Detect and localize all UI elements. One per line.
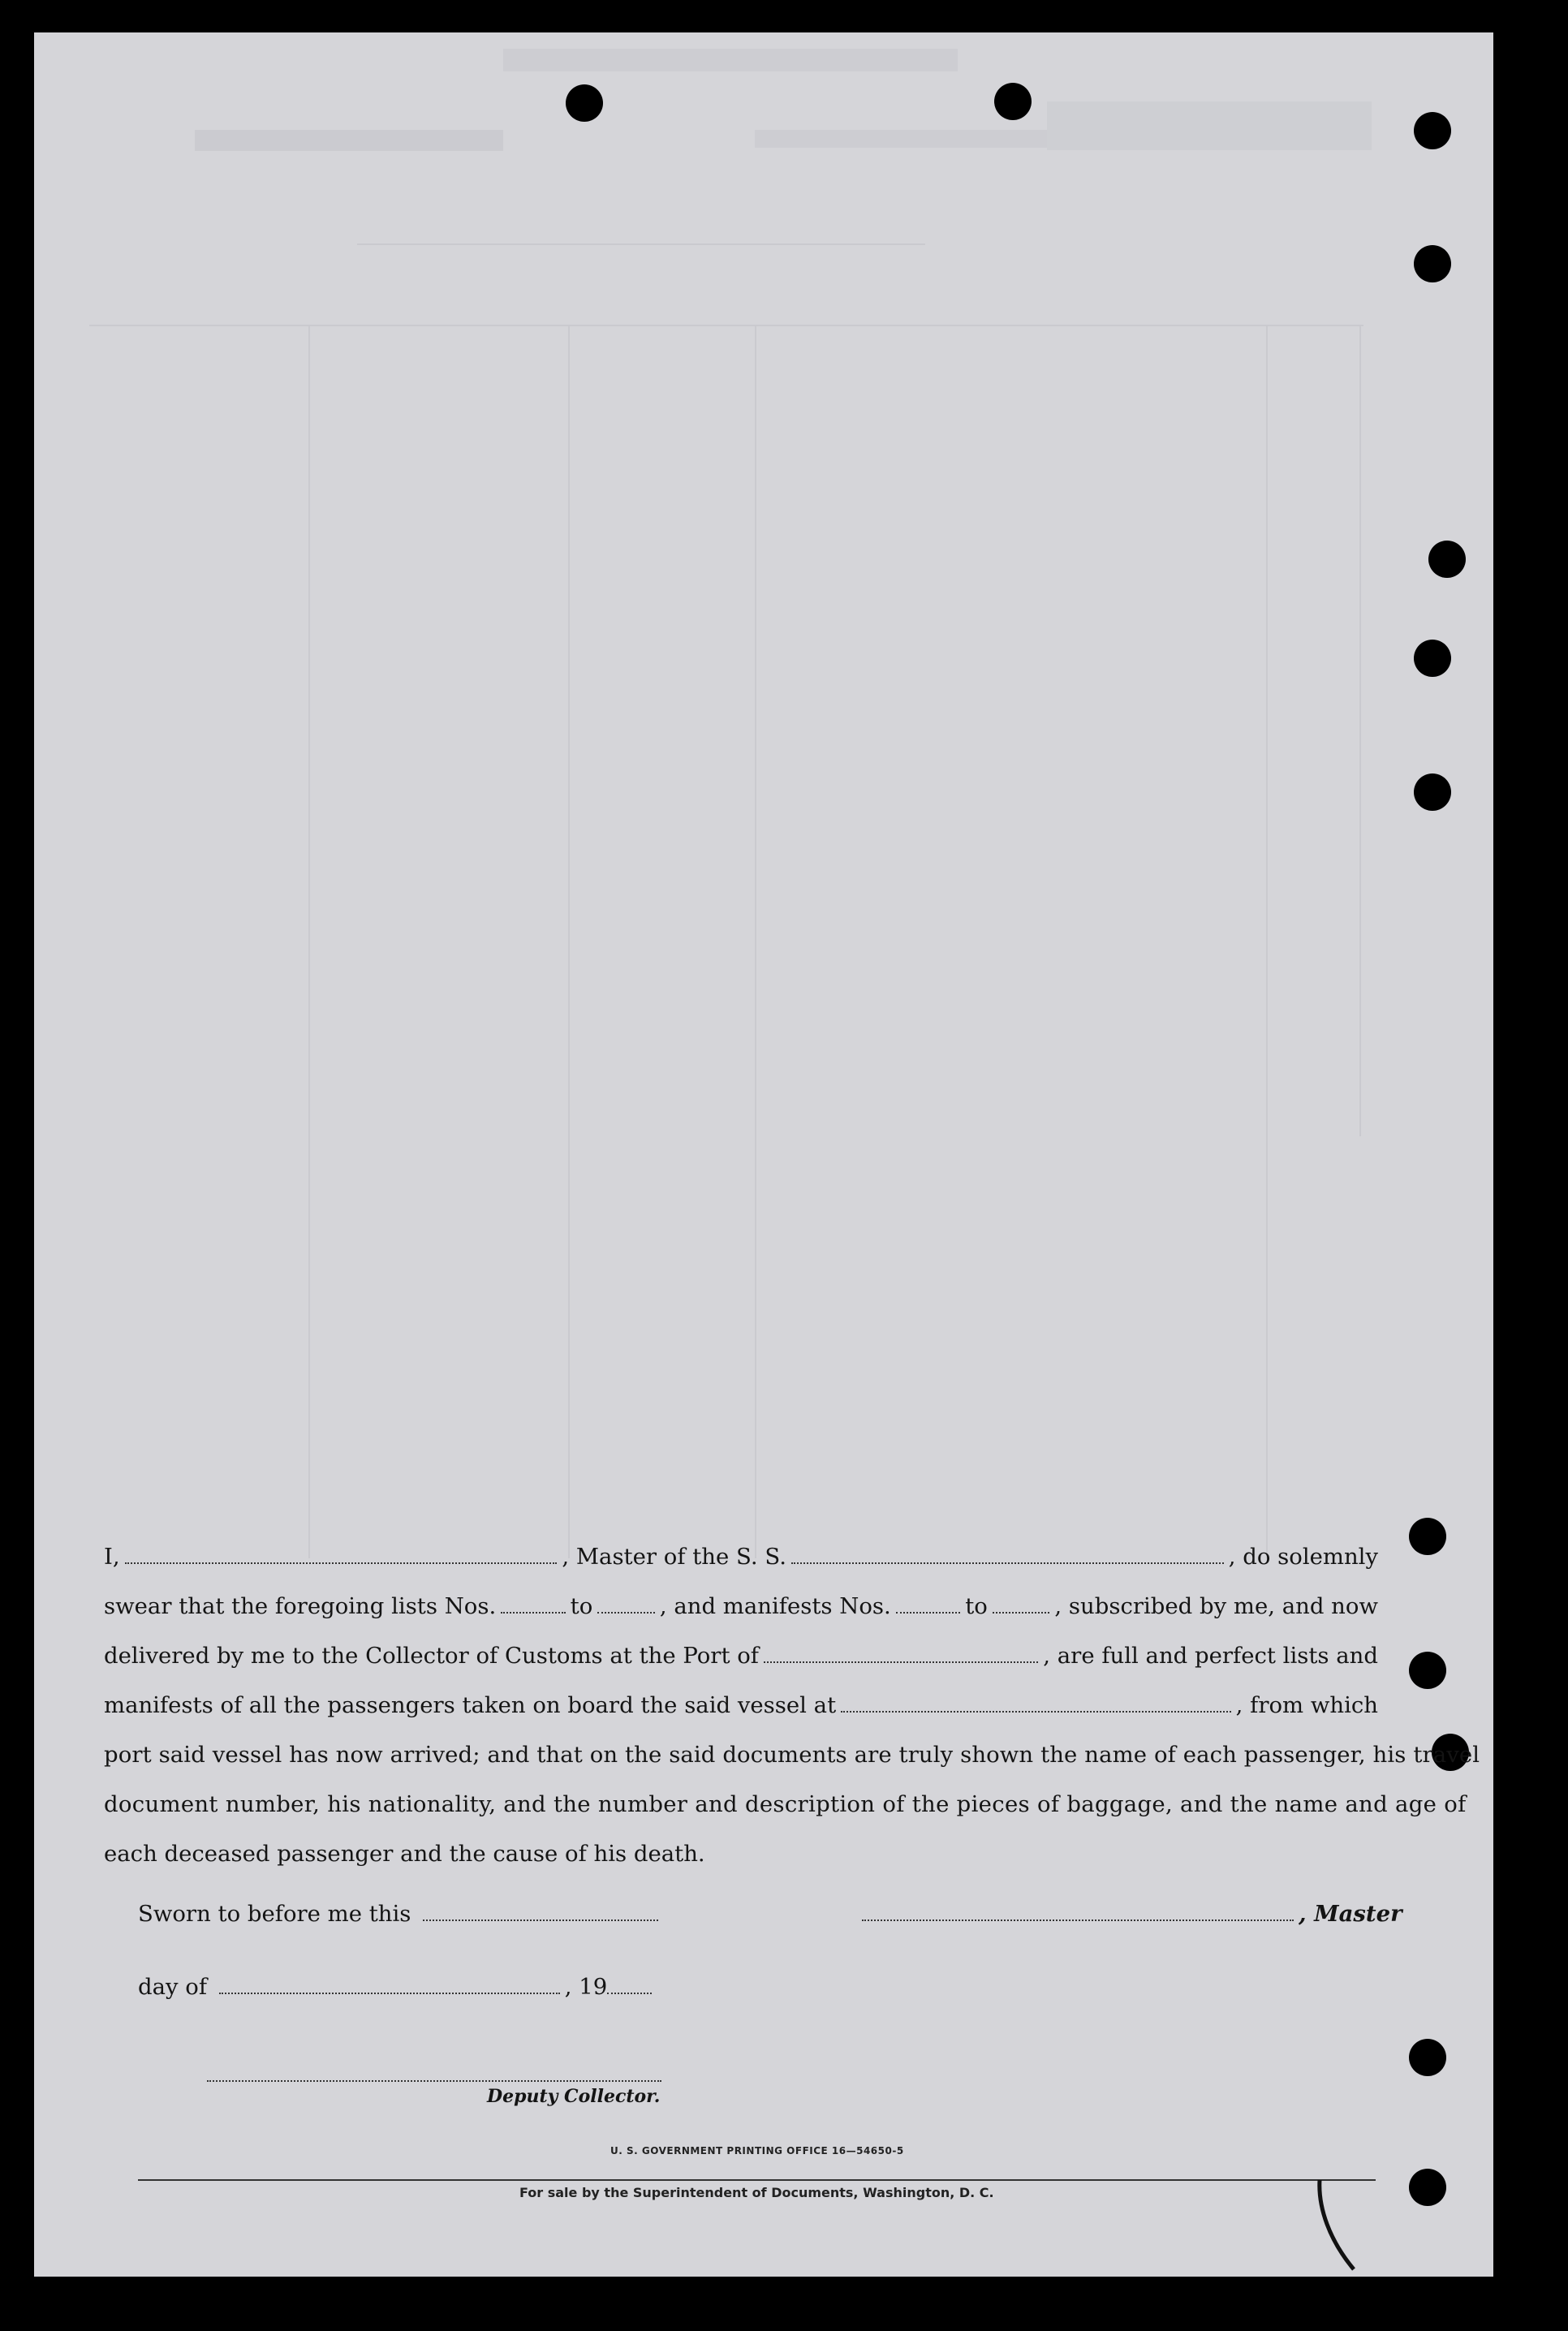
blank-vessel-name <box>791 1562 1224 1564</box>
blank-manifest-from <box>896 1611 960 1614</box>
oath-text: , Master of the S. S. <box>562 1544 786 1570</box>
punch-hole <box>994 83 1032 120</box>
punch-hole <box>1428 541 1466 578</box>
punch-hole <box>1414 112 1451 149</box>
scan-artifact-mark <box>1313 2175 1362 2273</box>
document-page <box>34 32 1493 2277</box>
oath-text: , subscribed by me, and now <box>1054 1593 1378 1619</box>
blank-manifest-to <box>993 1611 1050 1614</box>
oath-text: manifests of all the passengers taken on board the said vessel at <box>104 1692 837 1718</box>
oath-line <box>104 1730 1480 1780</box>
blank-sworn-date <box>423 1919 658 1921</box>
blank-port-of-departure <box>841 1710 1231 1713</box>
oath-paragraph <box>104 1532 1480 1879</box>
oath-text: I, <box>104 1544 120 1570</box>
blank-master-signature <box>862 1919 1294 1921</box>
oath-text: , are full and perfect lists and <box>1043 1643 1378 1669</box>
oath-line <box>104 1780 1467 1829</box>
oath-line <box>104 1681 1378 1730</box>
day-of-label: day of <box>138 1974 208 2000</box>
deputy-signature-line <box>207 2080 661 2082</box>
oath-line <box>104 1631 1378 1681</box>
oath-text: to <box>965 1593 988 1619</box>
punch-hole <box>1409 2169 1446 2206</box>
printing-office-imprint: U. S. GOVERNMENT PRINTING OFFICE 16—54650-5 <box>610 2145 904 2156</box>
oath-text: each deceased passenger and the cause of his death. <box>104 1841 705 1867</box>
oath-text: , and manifests Nos. <box>659 1593 891 1619</box>
oath-text: to <box>570 1593 593 1619</box>
punch-hole <box>1409 1518 1446 1555</box>
oath-text: document number, his nationality, and the number and description of the pieces of baggage, and the name and age of <box>104 1791 1467 1817</box>
punch-hole <box>1414 773 1451 811</box>
punch-hole <box>1414 640 1451 677</box>
blank-master-name <box>125 1562 558 1564</box>
blank-day-of <box>219 1992 560 1994</box>
master-label: , Master <box>1299 1901 1402 1927</box>
blank-year <box>607 1992 652 1994</box>
sworn-label: Sworn to before me this <box>138 1901 411 1927</box>
punch-hole <box>566 84 603 122</box>
deputy-collector-label: Deputy Collector. <box>487 2086 661 2107</box>
blank-port <box>764 1661 1038 1663</box>
oath-text: , do solemnly <box>1228 1544 1379 1570</box>
oath-text: swear that the foregoing lists Nos. <box>104 1593 497 1619</box>
day-of-line <box>138 1974 657 2000</box>
sworn-line <box>138 1901 663 1927</box>
year-label: , 19 <box>564 1974 608 2000</box>
footer-rule <box>138 2179 1376 2181</box>
punch-hole <box>1409 2039 1446 2076</box>
oath-line <box>104 1532 1378 1582</box>
master-signature-line <box>857 1901 1402 1927</box>
oath-text: , from which <box>1235 1692 1378 1718</box>
oath-text: port said vessel has now arrived; and that on the said documents are truly shown the name of each passenger, his travel <box>104 1742 1480 1768</box>
oath-line <box>104 1582 1378 1631</box>
blank-list-to <box>597 1611 655 1614</box>
punch-hole <box>1414 245 1451 282</box>
oath-line <box>104 1829 1378 1879</box>
for-sale-notice: For sale by the Superintendent of Documents, Washington, D. C. <box>519 2185 994 2200</box>
oath-text: delivered by me to the Collector of Customs at the Port of <box>104 1643 759 1669</box>
punch-hole <box>1409 1652 1446 1689</box>
blank-list-from <box>501 1611 565 1614</box>
